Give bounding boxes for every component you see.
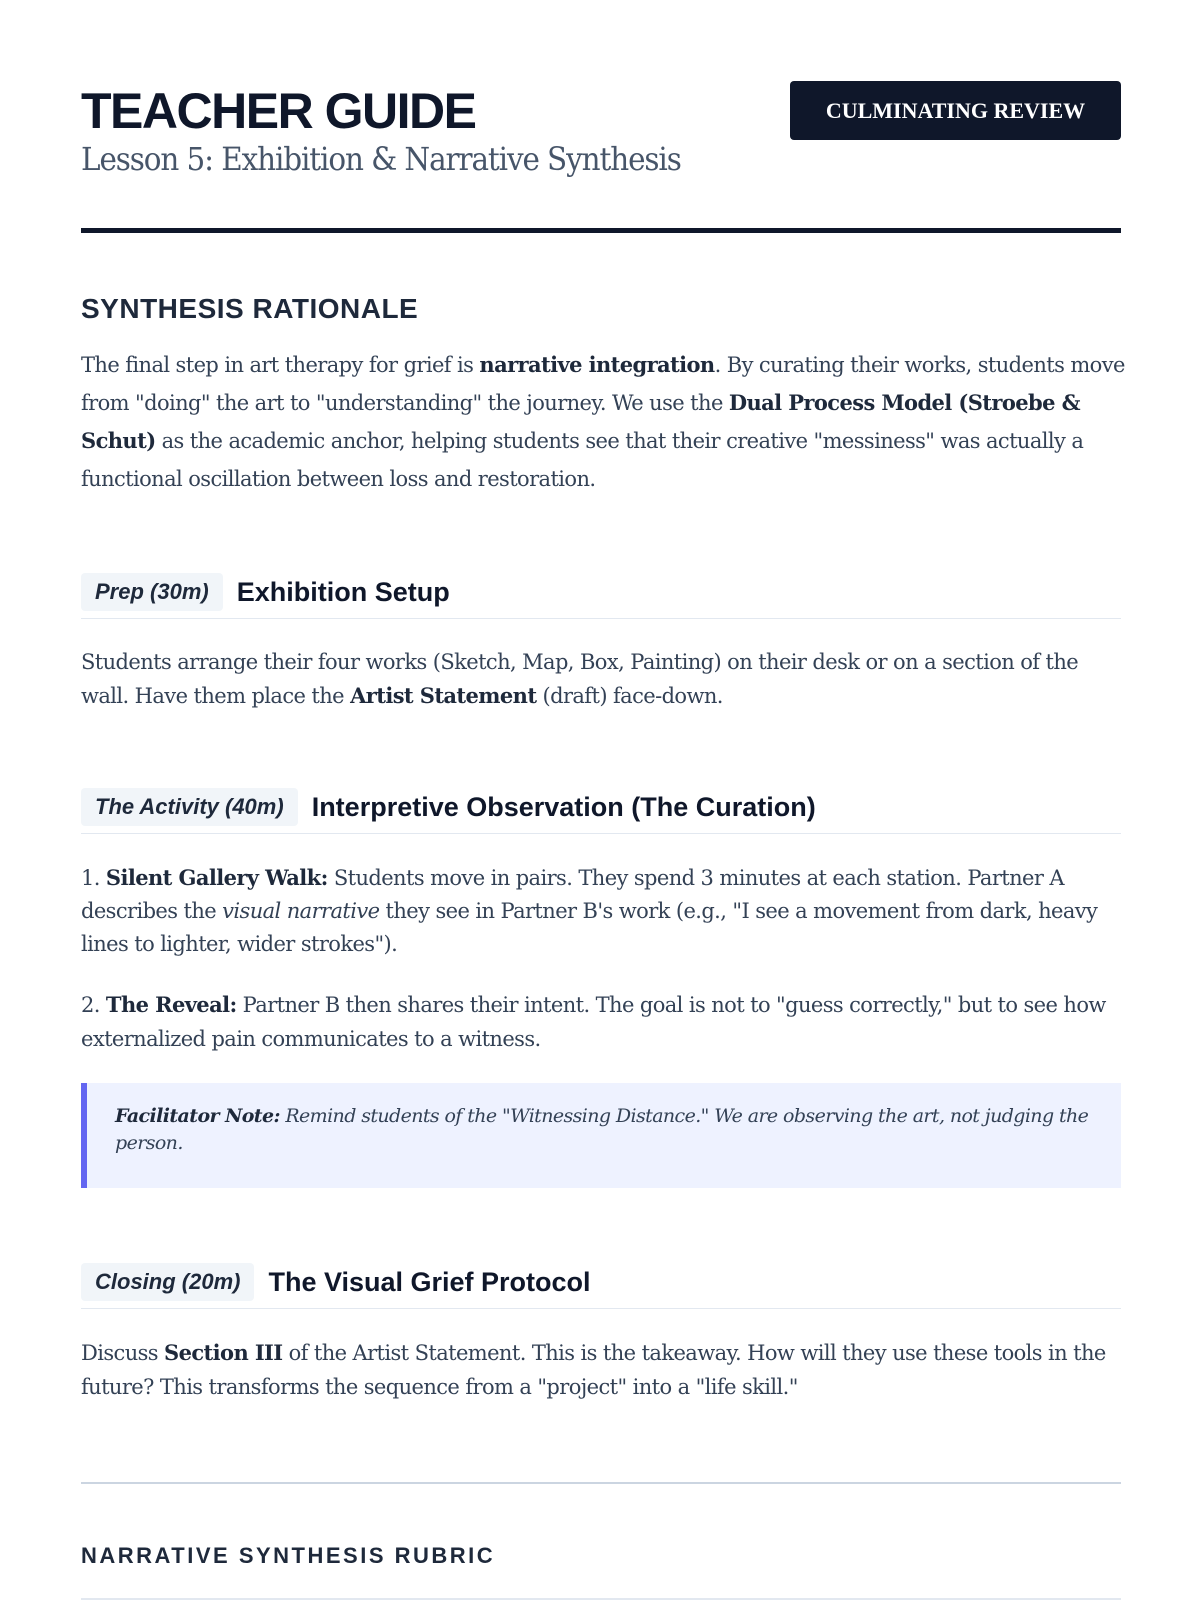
activity-step-2 [81,988,1126,1056]
culminating-review-badge: CULMINATING REVIEW [790,81,1121,140]
step-number: 1. [81,866,106,890]
time-tag: The Activity (40m) [81,788,298,826]
facilitator-note [81,1083,1121,1188]
text: Discuss [81,1341,165,1365]
text: . By curating their works, students move from "doing" the art to "understanding" the journey. We use the [81,353,1125,415]
section-title: Exhibition Setup [236,576,450,607]
text: The final step in art therapy for grief is [81,353,480,377]
section-title: The Visual Grief Protocol [268,1266,591,1297]
rationale-heading: SYNTHESIS RATIONALE [81,293,419,324]
rubric-heading: NARRATIVE SYNTHESIS RUBRIC [81,1543,496,1568]
time-tag: Prep (30m) [81,573,223,611]
closing-paragraph [81,1336,1126,1404]
bold-text: narrative integration [479,352,715,377]
step-label: Silent Gallery Walk: [105,865,328,890]
text: Students move in pairs. They spend 3 minutes at each station. Partner A describes the [81,866,1064,923]
activity-section-header [81,781,1121,834]
note-text: Remind students of the "Witnessing Distance." We are observing the art, not judging the person. [115,1105,1089,1154]
rationale-paragraph [81,346,1126,498]
lesson-subtitle: Lesson 5: Exhibition & Narrative Synthesis [81,140,681,178]
text: of the Artist Statement. This is the takeaway. How will they use these tools in the future? This transforms the sequence from a "project" into a "life skill." [81,1341,1106,1399]
prep-paragraph [81,645,1126,713]
text: Partner B then shares their intent. The goal is not to "guess correctly," but to see how externalized pain communicates to a witness. [81,993,1106,1051]
text: they see in Partner B's work (e.g., "I see a movement from dark, heavy lines to lighter, wider strokes"). [81,899,1098,956]
bold-text: Artist Statement [350,683,537,708]
section-title: Interpretive Observation (The Curation) [311,791,816,822]
page-title: TEACHER GUIDE [81,83,476,139]
prep-section-header [81,566,1121,619]
bold-text: Dual Process Model (Stroebe & Schut) [81,390,1080,453]
bold-text: Section III [164,1340,283,1365]
section-divider [81,1482,1121,1484]
header-divider [81,228,1121,233]
emphasis-text: visual narrative [222,899,380,923]
note-label: Facilitator Note: [115,1105,280,1127]
activity-step-1 [81,861,1126,961]
text: as the academic anchor, helping students see that their creative "messiness" was actually a functional oscillation between loss and restoration. [81,429,1084,491]
step-number: 2. [81,993,106,1017]
step-label: The Reveal: [105,992,237,1017]
text: (draft) face-down. [536,684,723,708]
text: Students arrange their four works (Sketch, Map, Box, Painting) on their desk or on a section of the wall. Have them place the [81,650,1079,708]
time-tag: Closing (20m) [81,1263,254,1301]
closing-section-header [81,1256,1121,1309]
